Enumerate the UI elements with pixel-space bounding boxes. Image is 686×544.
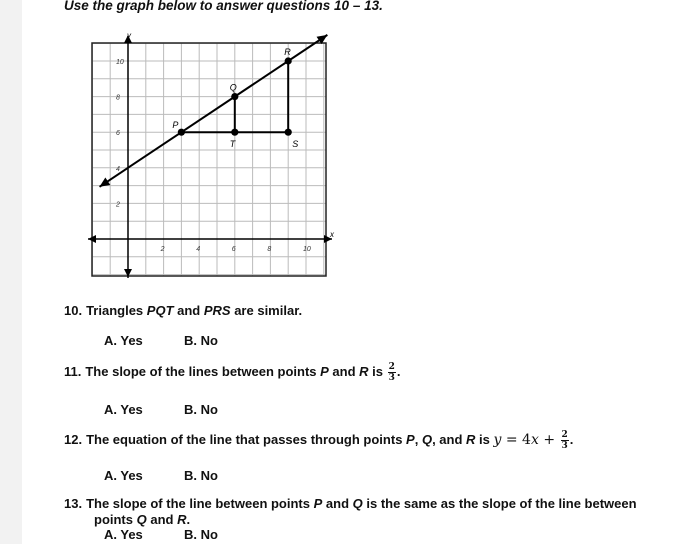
question-text: points: [94, 512, 137, 527]
answer-choices-13: [104, 527, 218, 542]
fraction-denominator: 3: [561, 441, 568, 451]
question-text: The equation of the line that passes through points: [86, 431, 407, 447]
choice-yes[interactable]: A. Yes: [104, 468, 143, 483]
question-text: are similar.: [230, 303, 303, 318]
x-tick-label: 10: [303, 246, 311, 253]
y-tick-label: 6: [116, 130, 120, 138]
choice-yes[interactable]: A. Yes: [104, 402, 143, 417]
choice-no[interactable]: B. No: [184, 468, 218, 483]
equation-variable: x: [530, 431, 539, 448]
point-label-s: S: [292, 139, 299, 150]
y-axis-label: y: [127, 31, 131, 40]
point-name: P: [406, 431, 415, 447]
point-name: Q: [136, 512, 147, 527]
point-name: P: [320, 363, 329, 379]
question-number: 12.: [64, 431, 83, 447]
fraction: [561, 430, 569, 451]
fraction-numerator: 2: [388, 362, 395, 372]
point-s: [285, 129, 292, 136]
question-12: [64, 430, 573, 451]
equation-part: +: [538, 431, 560, 448]
answer-choices-12: [104, 468, 218, 483]
point-label-t: T: [229, 139, 236, 150]
triangle-name: PRS: [203, 303, 231, 318]
question-text: and: [322, 496, 353, 511]
y-tick-label: 10: [116, 59, 124, 66]
question-text: .: [396, 363, 401, 379]
y-tick-label: 4: [116, 165, 120, 173]
question-text: .: [186, 512, 191, 527]
point-name: R: [359, 363, 369, 379]
x-tick-label: 6: [231, 246, 236, 253]
fraction-numerator: 2: [561, 430, 568, 440]
x-axis-label: x: [330, 230, 334, 239]
equation-variable: y: [493, 431, 502, 448]
equation: [494, 432, 560, 448]
question-number: 13.: [64, 496, 83, 511]
choice-yes[interactable]: A. Yes: [104, 527, 143, 542]
choice-no[interactable]: B. No: [184, 402, 218, 417]
page-margin: [0, 0, 22, 544]
choice-yes[interactable]: A. Yes: [104, 333, 143, 348]
point-label-p: P: [172, 120, 179, 131]
question-text: and: [173, 303, 204, 318]
equation-part: = 4: [501, 431, 531, 448]
question-text: The slope of the lines between points: [85, 363, 321, 379]
question-number: 10.: [64, 303, 83, 318]
point-t: [231, 129, 238, 136]
point-q: [231, 93, 238, 100]
fraction: [388, 362, 396, 383]
question-11: [64, 362, 400, 383]
question-10: [64, 303, 302, 318]
choice-no[interactable]: B. No: [184, 333, 218, 348]
answer-choices-10: [104, 333, 218, 348]
point-name: R: [466, 431, 476, 447]
line-pqr: [100, 35, 328, 187]
choice-no[interactable]: B. No: [184, 527, 218, 542]
point-name: P: [313, 496, 323, 511]
question-number: 11.: [64, 363, 82, 379]
question-text: ,: [414, 431, 422, 447]
point-label-r: R: [284, 47, 291, 57]
question-text: and: [328, 363, 360, 379]
point-p: [178, 129, 185, 136]
x-tick-label: 8: [267, 246, 272, 253]
y-tick-label: 2: [116, 201, 120, 209]
coordinate-graph: [86, 30, 336, 280]
question-text: and: [146, 512, 178, 527]
answer-choices-11: [104, 402, 218, 417]
x-tick-label: 2: [160, 246, 165, 253]
point-name: Q: [421, 431, 433, 447]
instructions-heading: Use the graph below to answer questions 10 – 13.: [64, 0, 383, 13]
x-tick-label: 4: [196, 246, 201, 253]
point-name: Q: [352, 496, 363, 511]
fraction-denominator: 3: [388, 373, 395, 383]
question-text: is: [368, 363, 387, 379]
y-tick-label: 8: [116, 94, 120, 102]
question-13-line-2: [94, 512, 190, 527]
question-text: .: [569, 431, 574, 447]
graph-border: [92, 43, 326, 276]
question-text: The slope of the line between points: [86, 496, 314, 511]
point-label-q: Q: [229, 82, 237, 93]
question-text: is the same as the slope of the line between: [362, 496, 637, 511]
point-r: [285, 57, 292, 64]
triangle-name: PQT: [146, 303, 174, 318]
question-13: [64, 496, 674, 511]
question-text: is: [475, 431, 494, 447]
point-name: R: [177, 512, 187, 527]
question-text: Triangles: [86, 303, 147, 318]
question-text: , and: [432, 431, 467, 447]
